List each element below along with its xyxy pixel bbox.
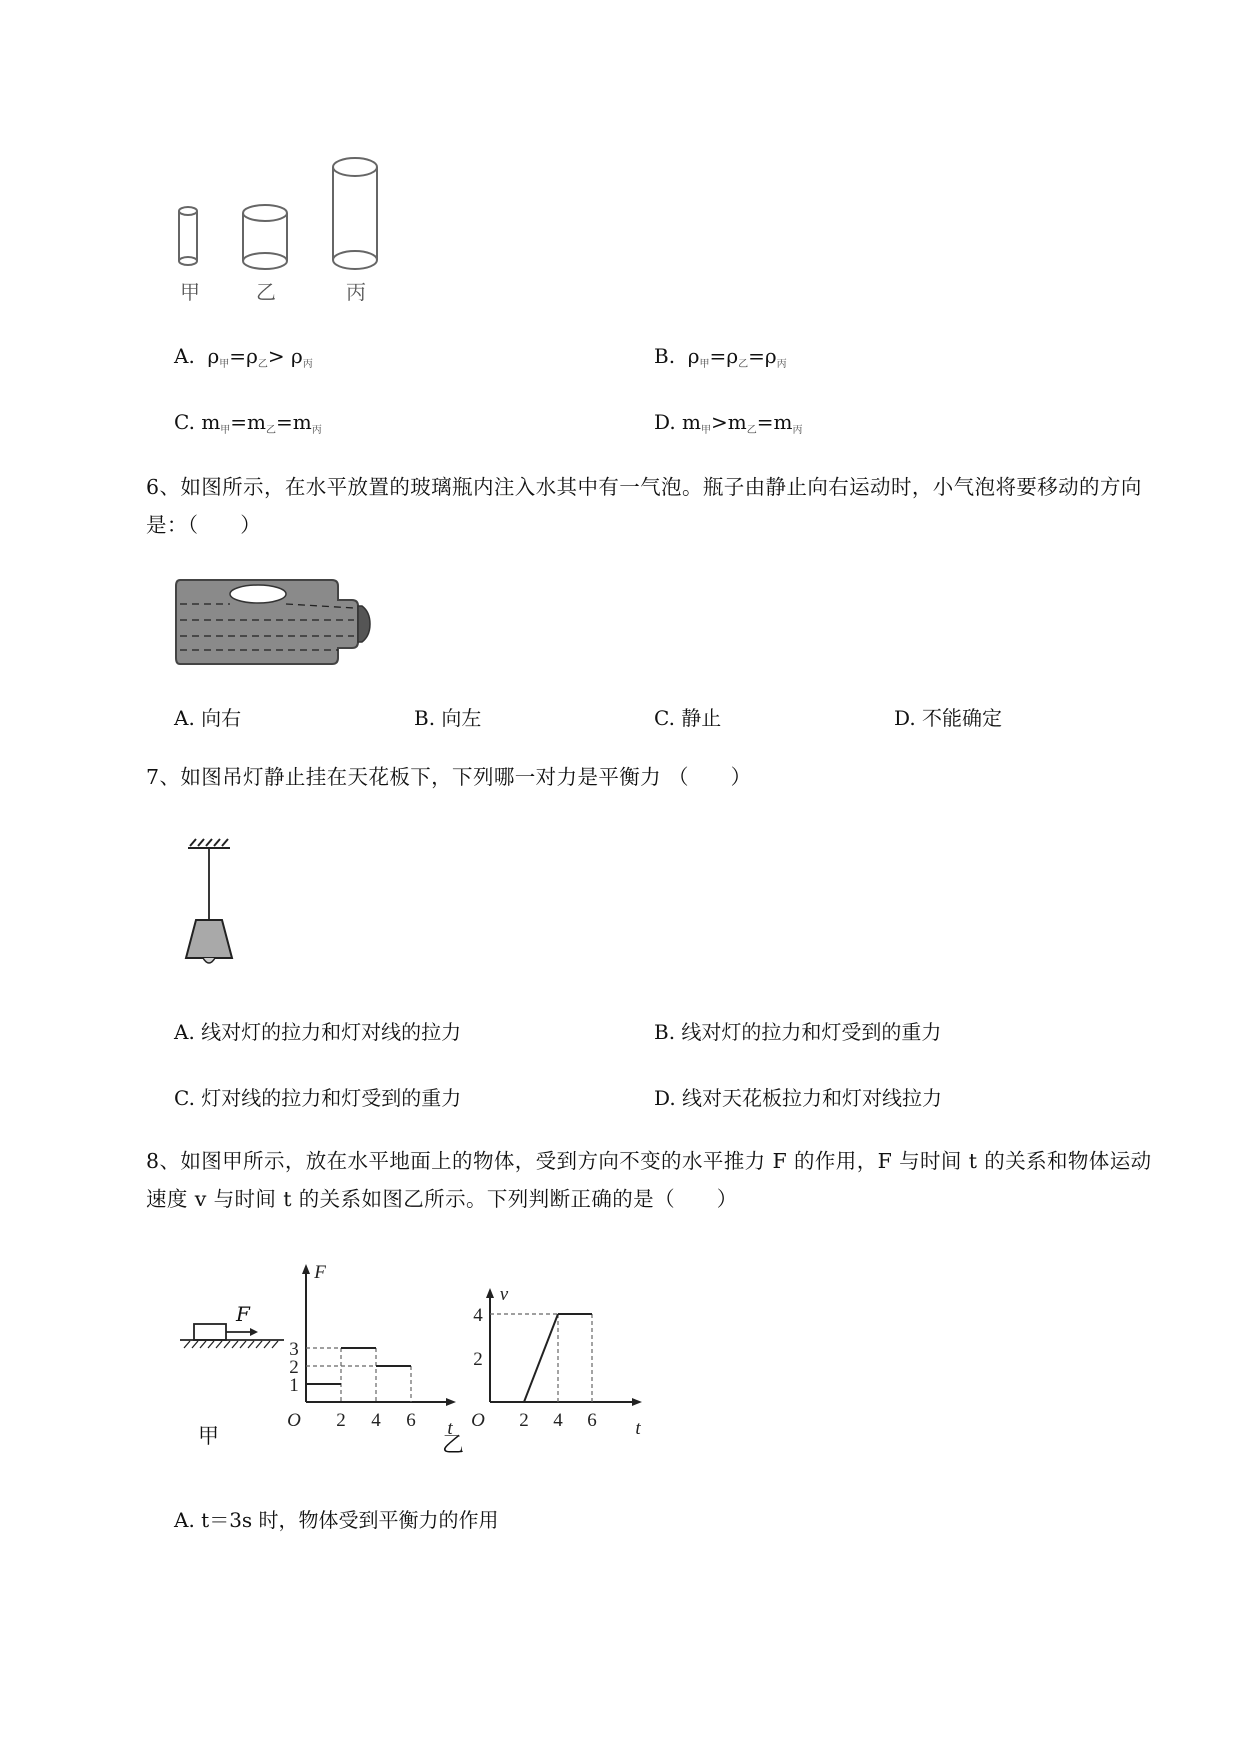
vt-t-tick-label: 6 (587, 1410, 597, 1431)
f-tick-label: 2 (289, 1357, 299, 1378)
q5-option-d[interactable]: D. $m_甲>m_乙=m_丙$ (654, 410, 803, 436)
force-time-chart (286, 1262, 456, 1442)
vt-t-axis-label: t (635, 1418, 641, 1439)
t-tick-label: 4 (371, 1410, 381, 1431)
q6-option-d[interactable]: D. 不能确定 (894, 706, 1003, 730)
vt-t-tick-label: 2 (519, 1410, 529, 1431)
q7-option-a[interactable]: A. 线对灯的拉力和灯对线的拉力 (174, 1020, 462, 1044)
block-force-label: F (236, 1302, 250, 1326)
q6-option-b[interactable]: B. 向左 (414, 706, 482, 730)
cylinder-label-bing: 丙 (346, 280, 366, 304)
q6-stem: 6、如图所示，在水平放置的玻璃瓶内注入水其中有一气泡。瓶子由静止向右运动时，小气泡将要移动的方向是：（ ） (146, 475, 1142, 537)
f-tick-label: 1 (289, 1375, 299, 1396)
ft-origin-label: O (287, 1410, 301, 1431)
figure-label-jia: 甲 (198, 1424, 219, 1448)
velocity-time-chart (471, 1284, 648, 1439)
figure-label-yi: 乙 (442, 1433, 465, 1458)
q8-option-a[interactable]: A. t＝3s 时，物体受到平衡力的作用 (174, 1508, 499, 1532)
q8-stem: 8、如图甲所示，放在水平地面上的物体，受到方向不变的水平推力 F 的作用，F 与时间 t 的关系和物体运动速度 v 与时间 t 的关系如图乙所示。下列判断正确的是（ ） (146, 1149, 1152, 1211)
q7-option-b[interactable]: B. 线对灯的拉力和灯受到的重力 (654, 1020, 942, 1044)
q5-option-a[interactable]: A. $\rho_甲=\rho_乙> \rho_丙$ (174, 344, 313, 370)
t-tick-label: 2 (336, 1410, 346, 1431)
q6-option-a[interactable]: A. 向右 (174, 706, 242, 730)
v-tick-label: 4 (473, 1305, 483, 1326)
t-tick-label: 6 (406, 1410, 416, 1431)
cylinder-label-jia: 甲 (180, 280, 200, 304)
q7-option-d[interactable]: D. 线对天花板拉力和灯对线拉力 (654, 1086, 943, 1110)
q6-option-c[interactable]: C. 静止 (654, 706, 722, 730)
q7-stem: 7、如图吊灯静止挂在天花板下，下列哪一对力是平衡力 （ ） (146, 765, 752, 789)
lamp-figure (178, 836, 248, 972)
v-axis-label: v (499, 1284, 509, 1305)
q7-option-c[interactable]: C. 灯对线的拉力和灯受到的重力 (174, 1086, 462, 1110)
block-on-ground-figure (178, 1300, 288, 1360)
ft-t-axis-label: t (447, 1418, 453, 1439)
q5-option-c[interactable]: C. $m_甲=m_乙=m_丙$ (174, 410, 322, 436)
cylinder-label-yi: 乙 (256, 280, 276, 304)
vt-origin-label: O (471, 1410, 485, 1431)
v-segment-2-4 (524, 1314, 558, 1402)
v-tick-label: 2 (473, 1349, 483, 1370)
vt-t-tick-label: 4 (553, 1410, 563, 1431)
f-tick-label: 3 (289, 1339, 299, 1360)
q5-option-b[interactable]: B. $\rho_甲=\rho_乙=\rho_丙$ (654, 344, 787, 370)
bottle-figure (174, 576, 384, 666)
f-axis-label: F (314, 1262, 326, 1283)
